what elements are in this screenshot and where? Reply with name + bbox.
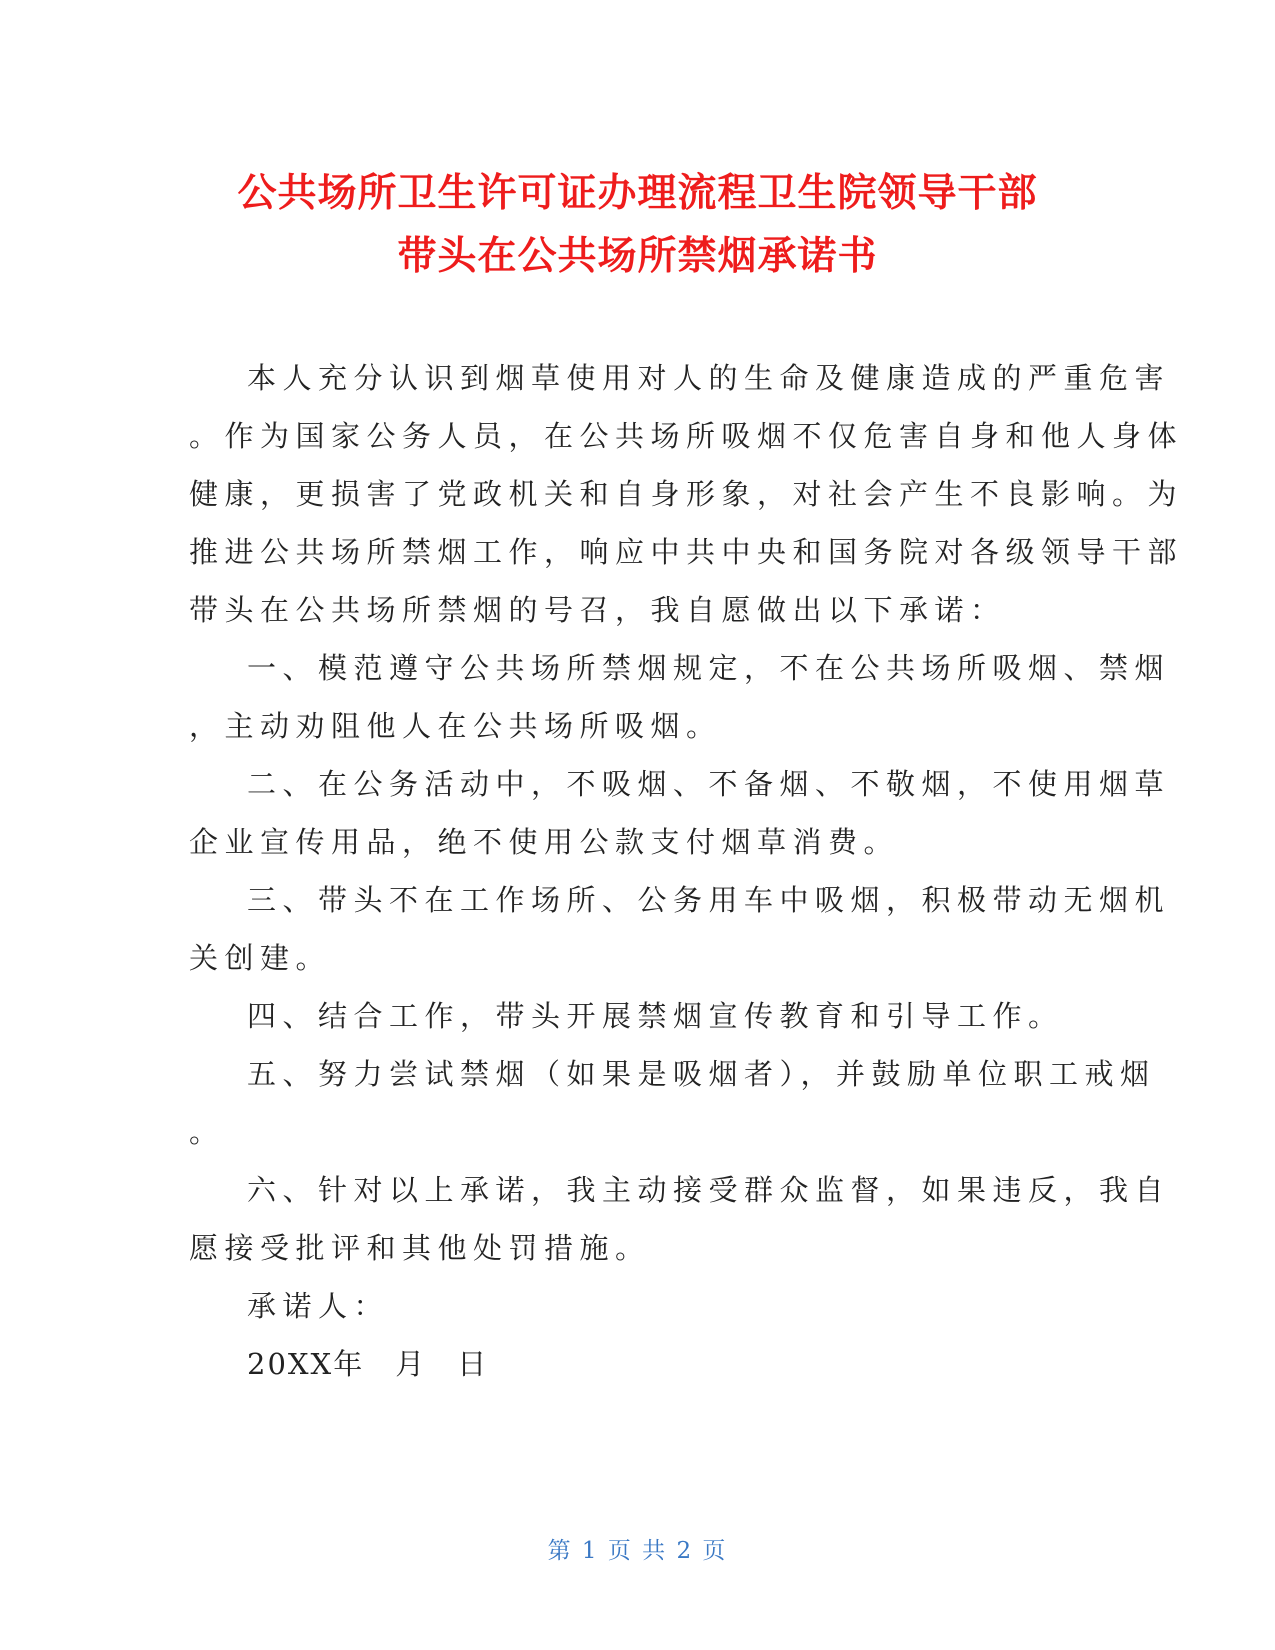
document-title-line-1: 公共场所卫生许可证办理流程卫生院领导干部 bbox=[237, 171, 1038, 216]
paragraph-line: 带头在公共场所禁烟的号召，我自愿做出以下承诺： bbox=[189, 593, 1006, 627]
commitment-item-1-line: 一、模范遵守公共场所禁烟规定，不在公共场所吸烟、禁烟 bbox=[247, 651, 1171, 685]
commitment-item-3-line: 三、带头不在工作场所、公务用车中吸烟，积极带动无烟机 bbox=[247, 883, 1171, 917]
commitment-item-1-line: ，主动劝阻他人在公共场所吸烟。 bbox=[189, 709, 722, 743]
commitment-item-6-line: 六、针对以上承诺，我主动接受群众监督，如果违反，我自 bbox=[247, 1173, 1171, 1207]
commitment-item-6-line: 愿接受批评和其他处罚措施。 bbox=[189, 1231, 651, 1265]
commitment-item-2-line: 二、在公务活动中，不吸烟、不备烟、不敬烟，不使用烟草 bbox=[247, 767, 1171, 801]
commitment-item-5-line: 。 bbox=[189, 1115, 225, 1149]
paragraph-line: 健康，更损害了党政机关和自身形象，对社会产生不良影响。为 bbox=[189, 477, 1184, 511]
commitment-item-3-line: 关创建。 bbox=[189, 941, 332, 975]
commitment-item-5-line: 五、努力尝试禁烟（如果是吸烟者），并鼓励单位职工戒烟 bbox=[247, 1057, 1156, 1091]
document-title-line-2: 带头在公共场所禁烟承诺书 bbox=[397, 234, 878, 279]
paragraph-line: 本人充分认识到烟草使用对人的生命及健康造成的严重危害 bbox=[247, 361, 1171, 395]
paragraph-line: 推进公共场所禁烟工作，响应中共中央和国务院对各级领导干部 bbox=[189, 535, 1184, 569]
commitment-item-2-line: 企业宣传用品，绝不使用公款支付烟草消费。 bbox=[189, 825, 900, 859]
page-number-footer: 第 1 页 共 2 页 bbox=[547, 1538, 728, 1564]
commitment-item-4-line: 四、结合工作，带头开展禁烟宣传教育和引导工作。 bbox=[247, 999, 1064, 1033]
signatory-label: 承诺人： bbox=[247, 1289, 390, 1323]
paragraph-line: 。作为国家公务人员，在公共场所吸烟不仅危害自身和他人身体 bbox=[189, 419, 1184, 453]
date-line: 20XX年 月 日 bbox=[247, 1347, 489, 1381]
